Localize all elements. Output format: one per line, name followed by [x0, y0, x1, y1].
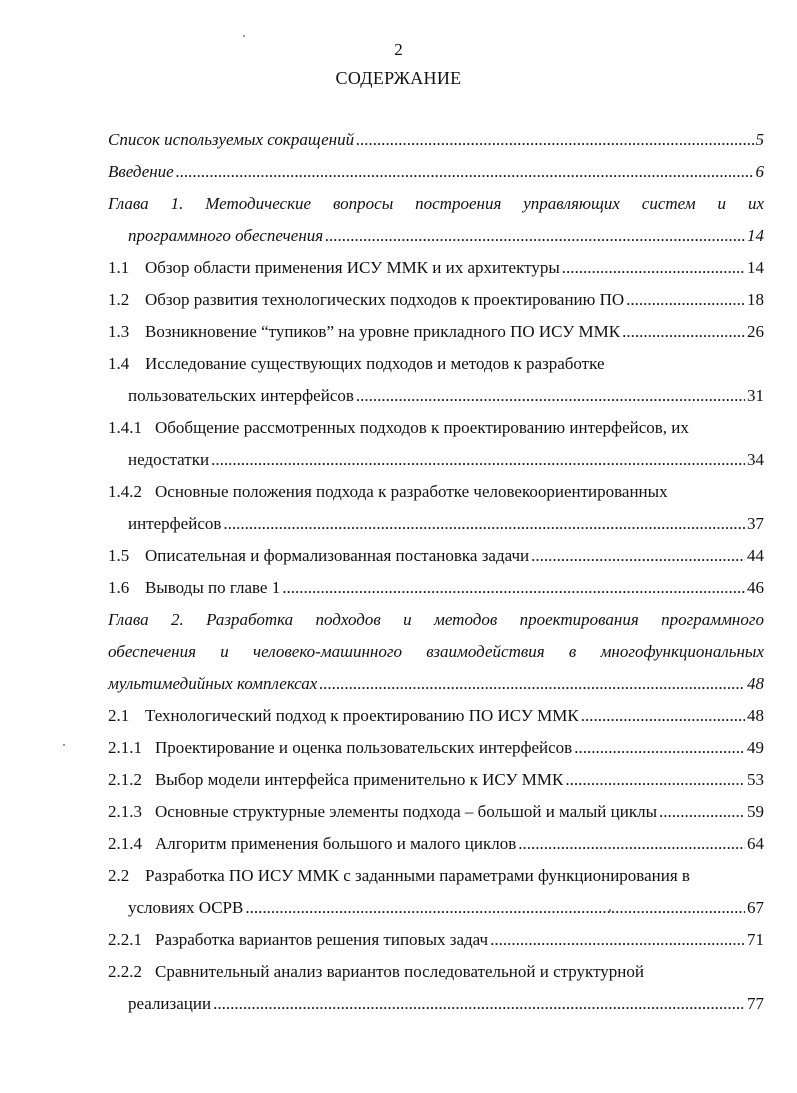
toc-entry-text: Описательная и формализованная постановка задачи — [145, 546, 530, 565]
section-number: 2.1.1 — [108, 738, 142, 757]
toc-entry-1-4[interactable] — [108, 348, 764, 412]
toc-entry-text: Глава 2. Разработка подходов и методов проектирования программного — [108, 610, 764, 629]
section-number: 1.1 — [108, 258, 130, 277]
section-number: 1.5 — [108, 546, 130, 565]
toc-entry-text-cont: интерфейсов — [128, 514, 222, 533]
toc-entry-2-1-4[interactable] — [108, 828, 764, 860]
leader-dots — [325, 220, 745, 252]
toc-entry-text-cont: программного обеспечения — [128, 226, 324, 245]
section-number: 2.1.2 — [108, 770, 142, 789]
toc-entry-text: Глава 1. Методические вопросы построения управляющих систем и их — [108, 194, 764, 213]
toc-entry-abbreviations[interactable] — [108, 124, 764, 156]
toc-entry-text: Разработка вариантов решения типовых задач — [155, 930, 489, 949]
toc-page-number: 31 — [747, 386, 764, 405]
section-number: 1.4.2 — [108, 482, 142, 501]
toc-entry-1-6[interactable] — [108, 572, 764, 604]
toc-entry-text: Основные положения подхода к разработке человекоориентированных — [155, 482, 668, 501]
toc-entry-text: Основные структурные элементы подхода – большой и малый циклы — [155, 802, 658, 821]
leader-dots — [319, 668, 745, 700]
section-number: 1.4 — [108, 354, 130, 373]
toc-entry-text-cont: недостатки — [128, 450, 210, 469]
toc-entry-1-3[interactable] — [108, 316, 764, 348]
toc-entry-text: Разработка ПО ИСУ ММК с заданными параметрами функционирования в — [145, 866, 690, 885]
leader-dots — [626, 284, 745, 316]
toc-page-number: 64 — [747, 834, 764, 853]
toc-entry-text: Технологический подход к проектированию ПО ИСУ ММК — [145, 706, 579, 725]
section-number: 1.6 — [108, 578, 130, 597]
toc-entry-text-cont: реализации — [128, 994, 212, 1013]
toc-entry-1-5[interactable] — [108, 540, 764, 572]
leader-dots — [581, 700, 745, 732]
toc-entry-1-1[interactable] — [108, 252, 764, 284]
toc-entry-text-cont: мультимедийных комплексах — [108, 674, 318, 693]
leader-dots — [356, 380, 745, 412]
leader-dots — [245, 892, 745, 924]
section-number: 2.2.1 — [108, 930, 142, 949]
toc-page-number: 14 — [747, 226, 764, 245]
toc-entry-text: Обзор области применения ИСУ ММК и их архитектуры — [145, 258, 560, 277]
toc-page-number: 26 — [747, 322, 764, 341]
scan-speck — [63, 744, 65, 746]
leader-dots — [490, 924, 745, 956]
toc-entry-1-4-1[interactable] — [108, 412, 764, 476]
toc-entry-text-cont: пользовательских интерфейсов — [128, 386, 354, 405]
toc-page-number: 77 — [747, 994, 764, 1013]
leader-dots — [574, 732, 745, 764]
leader-dots — [659, 796, 745, 828]
leader-dots — [176, 156, 754, 188]
toc-page-number: 34 — [747, 450, 764, 469]
toc-page-number: 49 — [747, 738, 764, 757]
toc-entry-text-cont: условиях ОСРВ — [128, 898, 244, 917]
toc-page-number: 6 — [755, 162, 764, 181]
toc-entry-text: Исследование существующих подходов и методов к разработке — [145, 354, 605, 373]
leader-dots — [622, 316, 745, 348]
toc-entry-chapter-2[interactable] — [108, 604, 764, 700]
section-number: 2.2 — [108, 866, 130, 885]
toc-entry-2-2[interactable] — [108, 860, 764, 924]
toc-page-number: 18 — [747, 290, 764, 309]
scan-speck — [609, 909, 611, 912]
toc-page-number: 48 — [747, 706, 764, 725]
section-number: 2.1 — [108, 706, 130, 725]
toc-page-number: 71 — [747, 930, 764, 949]
toc-entry-chapter-1[interactable] — [108, 188, 764, 252]
leader-dots — [282, 572, 745, 604]
section-number: 2.2.2 — [108, 962, 142, 981]
table-of-contents — [108, 124, 764, 1020]
toc-entry-text: Обобщение рассмотренных подходов к проектированию интерфейсов, их — [155, 418, 689, 437]
toc-page-number: 5 — [755, 130, 764, 149]
toc-entry-text: Проектирование и оценка пользовательских интерфейсов — [155, 738, 573, 757]
toc-page-number: 44 — [747, 546, 764, 565]
toc-entry-text: Выбор модели интерфейса применительно к ИСУ ММК — [155, 770, 564, 789]
toc-entry-text: Сравнительный анализ вариантов последовательной и структурной — [155, 962, 644, 981]
toc-entry-2-2-2[interactable] — [108, 956, 764, 1020]
toc-entry-2-1-2[interactable] — [108, 764, 764, 796]
toc-entry-text: Введение — [108, 162, 174, 181]
page-number: 2 — [394, 40, 403, 59]
toc-entry-1-4-2[interactable] — [108, 476, 764, 540]
leader-dots — [518, 828, 745, 860]
toc-entry-text-cont: обеспечения и человеко-машинного взаимодействия в многофункциональных — [108, 642, 764, 661]
leader-dots — [213, 988, 745, 1020]
toc-page-number: 46 — [747, 578, 764, 597]
leader-dots — [223, 508, 745, 540]
leader-dots — [211, 444, 745, 476]
toc-page-number: 53 — [747, 770, 764, 789]
toc-entry-text: Алгоритм применения большого и малого циклов — [155, 834, 517, 853]
section-number: 2.1.4 — [108, 834, 142, 853]
toc-page-number: 67 — [747, 898, 764, 917]
section-number: 2.1.3 — [108, 802, 142, 821]
toc-page-number: 14 — [747, 258, 764, 277]
toc-entry-2-2-1[interactable] — [108, 924, 764, 956]
toc-entry-introduction[interactable] — [108, 156, 764, 188]
toc-entry-text: Обзор развития технологических подходов к проектированию ПО — [145, 290, 625, 309]
leader-dots — [562, 252, 745, 284]
toc-entry-2-1-3[interactable] — [108, 796, 764, 828]
toc-page-number: 37 — [747, 514, 764, 533]
section-number: 1.3 — [108, 322, 130, 341]
toc-entry-1-2[interactable] — [108, 284, 764, 316]
toc-page-number: 59 — [747, 802, 764, 821]
leader-dots — [356, 124, 753, 156]
scan-speck — [243, 35, 245, 37]
toc-page-number: 48 — [747, 674, 764, 693]
toc-entry-text: Выводы по главе 1 — [145, 578, 281, 597]
toc-entry-2-1[interactable] — [108, 700, 764, 732]
section-number: 1.2 — [108, 290, 130, 309]
leader-dots — [531, 540, 745, 572]
leader-dots — [565, 764, 745, 796]
toc-title: СОДЕРЖАНИЕ — [335, 68, 462, 88]
toc-entry-text: Список используемых сокращений — [108, 130, 355, 149]
toc-entry-2-1-1[interactable] — [108, 732, 764, 764]
toc-entry-text: Возникновение “тупиков” на уровне прикладного ПО ИСУ ММК — [145, 322, 621, 341]
section-number: 1.4.1 — [108, 418, 142, 437]
